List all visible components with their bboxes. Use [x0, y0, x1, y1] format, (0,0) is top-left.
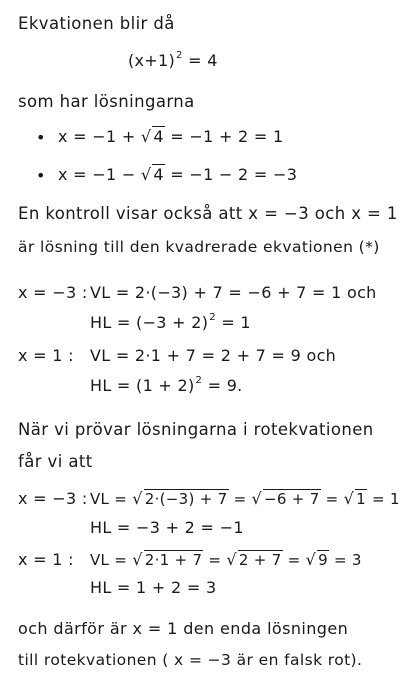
root-a-radicand-1: 2·(−3) + 7: [144, 490, 228, 508]
check-a-hl-rhs: = 1: [215, 313, 251, 332]
root-b-eq-2: =: [282, 551, 306, 569]
solution-2-radicand: 4: [153, 165, 164, 184]
solution-2: [58, 165, 297, 184]
root-b-label: x = 1 :: [18, 550, 74, 569]
solution-2-post: = −1 − 2 = −3: [164, 165, 298, 184]
check-a-hl-base: HL = (−3 + 2): [90, 313, 209, 332]
sqrt-icon: √: [305, 550, 317, 569]
squared-eq-exponent: 2: [176, 50, 183, 61]
sqrt-icon: √: [226, 550, 237, 569]
root-b-radicand-3: 9: [318, 551, 328, 569]
intro-text: Ekvationen blir då: [18, 14, 175, 33]
root-a-eq-2: =: [320, 490, 344, 508]
bullet-dot: •: [36, 128, 46, 147]
solution-1: [58, 127, 284, 146]
check-line-2: är lösning till den kvadrerade ekvationen (*): [18, 238, 380, 256]
sqrt-icon: √: [343, 489, 355, 508]
squared-eq-base: (x+1): [128, 51, 176, 70]
check-a-vl: VL = 2·(−3) + 7 = −6 + 7 = 1 och: [90, 283, 377, 302]
sqrt-icon: √: [132, 489, 143, 508]
root-a-vl-post: = 1: [366, 490, 400, 508]
sqrt-icon: √: [140, 127, 152, 146]
check-line-1: En kontroll visar också att x = −3 och x = 1: [18, 204, 398, 223]
root-a-label: x = −3 :: [18, 489, 88, 508]
check-a-hl-exponent: 2: [209, 312, 216, 323]
root-a-vl-pre: VL =: [90, 490, 133, 508]
check-a-hl: [90, 312, 251, 332]
solution-1-radicand: 4: [153, 127, 164, 146]
sqrt-icon: √: [140, 165, 152, 184]
solution-1-pre: x = −1 +: [58, 127, 141, 146]
squared-eq-rhs: = 4: [188, 51, 218, 70]
check-b-label: x = 1 :: [18, 346, 74, 365]
root-b-vl-post: = 3: [328, 551, 362, 569]
root-b-vl-pre: VL =: [90, 551, 133, 569]
sqrt-icon: √: [132, 550, 143, 569]
check-b-hl-base: HL = (1 + 2): [90, 376, 195, 395]
squared-equation: [128, 50, 218, 70]
check-b-hl-exponent: 2: [195, 375, 203, 386]
root-intro-1: När vi prövar lösningarna i rotekvationen: [18, 420, 374, 439]
root-intro-2: får vi att: [18, 452, 93, 471]
sqrt-icon: √: [251, 489, 263, 508]
solution-1-post: = −1 + 2 = 1: [164, 127, 284, 146]
check-b-vl: VL = 2·1 + 7 = 2 + 7 = 9 och: [90, 346, 337, 365]
check-b-hl-rhs: = 9.: [202, 376, 243, 395]
conclusion-2: till rotekvationen ( x = −3 är en falsk rot).: [18, 651, 363, 669]
check-b-hl: [90, 375, 243, 395]
root-b-radicand-2: 2 + 7: [238, 551, 282, 569]
root-a-radicand-3: 1: [356, 490, 366, 508]
solutions-intro: som har lösningarna: [18, 92, 195, 111]
bullet-dot: •: [36, 166, 46, 185]
solution-2-pre: x = −1 −: [58, 165, 141, 184]
root-b-hl: HL = 1 + 2 = 3: [90, 578, 217, 597]
root-a-radicand-2: −6 + 7: [264, 490, 320, 508]
root-b-radicand-1: 2·1 + 7: [144, 551, 203, 569]
root-a-eq-1: =: [228, 490, 252, 508]
root-a-vl: [90, 489, 400, 508]
conclusion-1: och därför är x = 1 den enda lösningen: [18, 619, 349, 638]
root-a-hl: HL = −3 + 2 = −1: [90, 518, 244, 537]
root-b-vl: [90, 550, 362, 569]
root-b-eq-1: =: [203, 551, 227, 569]
check-a-label: x = −3 :: [18, 283, 88, 302]
